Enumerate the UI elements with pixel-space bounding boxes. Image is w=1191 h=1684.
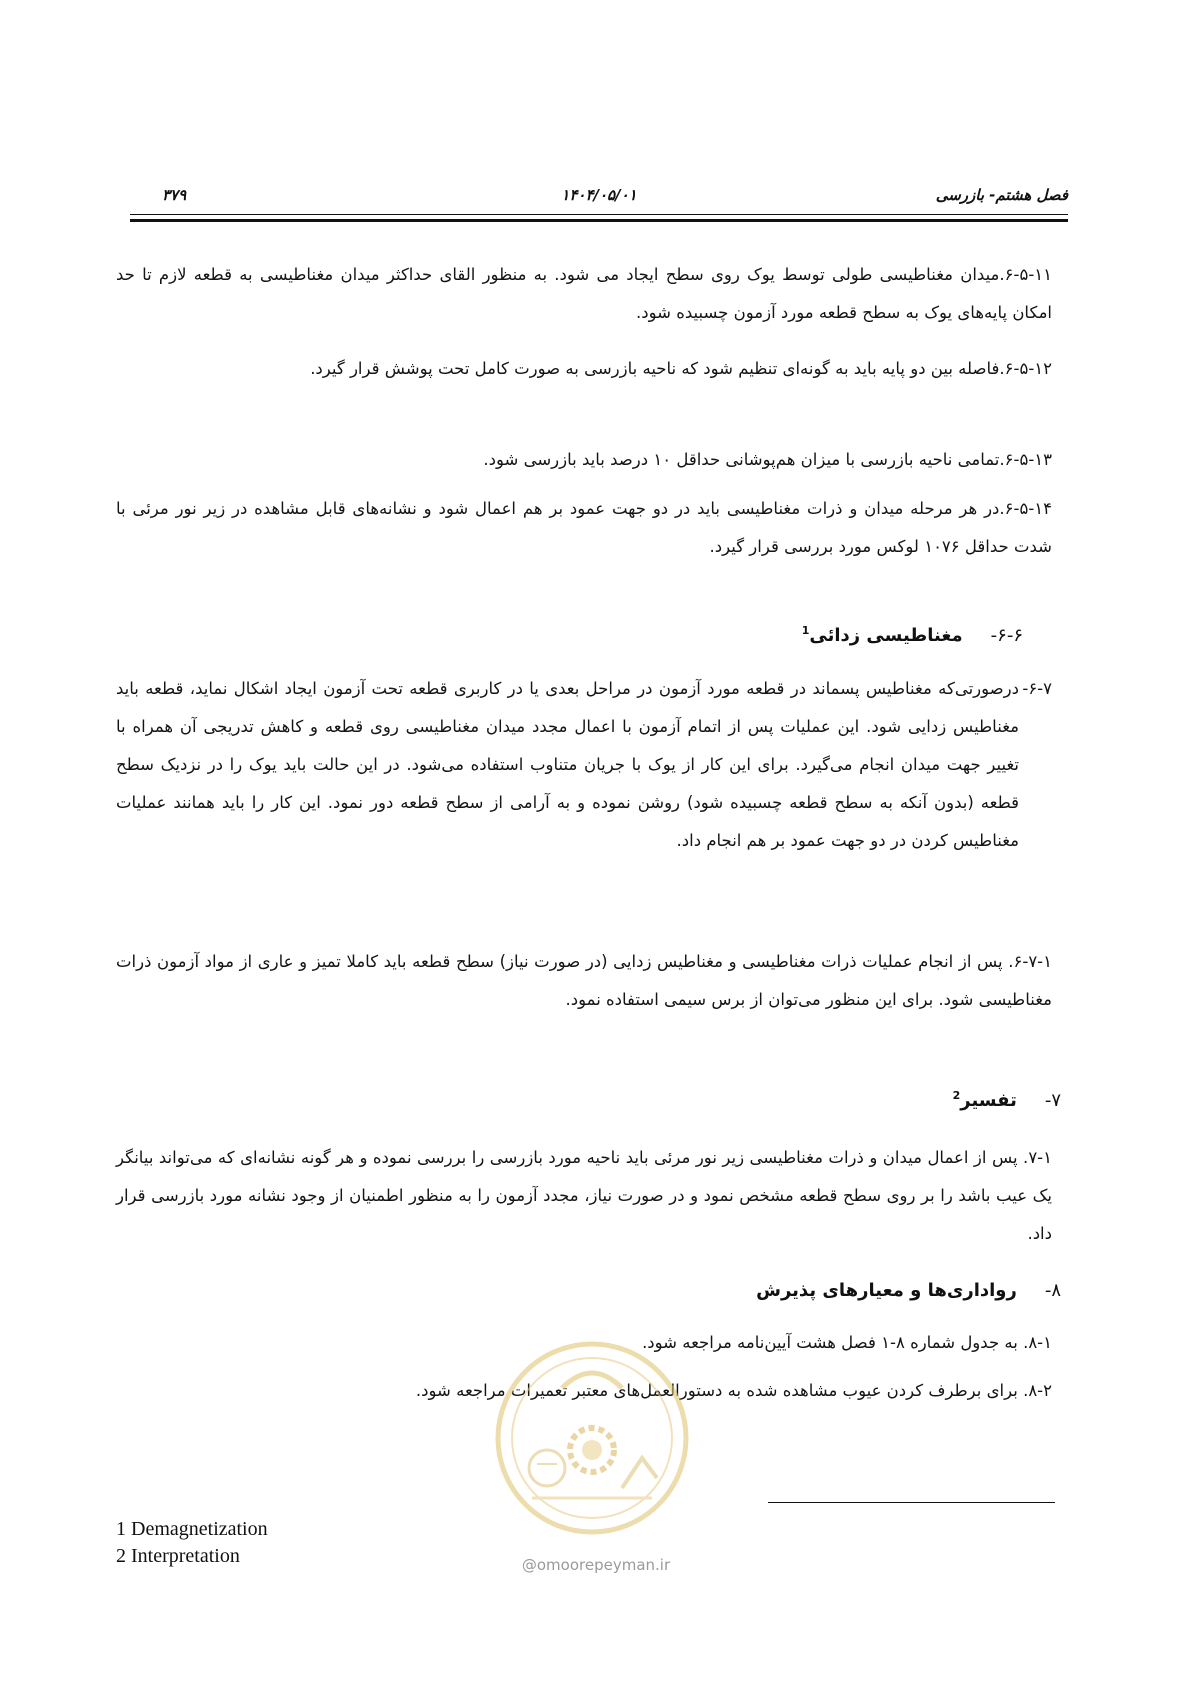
page-number: ۳۷۹ (162, 186, 187, 204)
footnote-2: 2 Interpretation (116, 1545, 240, 1567)
footnote-1: 1 Demagnetization (116, 1518, 268, 1540)
section-heading-acceptance (756, 1280, 1061, 1301)
section-number: ۸- (1044, 1280, 1061, 1301)
section-heading-demagnetization (802, 624, 1023, 646)
header-rule-thick (130, 219, 1068, 222)
paragraph-6-5-14: ۶-۵-۱۴.در هر مرحله میدان و ذرات مغناطیسی باید در دو جهت عمود بر هم اعمال شود و نشانه‌های قابل مشاهده در زیر نور مرئی با شدت حداقل ۱۰۷۶ لوکس مورد بررسی قرار گیرد. (116, 499, 1052, 556)
footnote-ref: 2 (952, 1089, 961, 1102)
watermark-url: @omoorepeyman.ir (521, 1556, 671, 1574)
paragraph-7-1: ۷-۱. پس از اعمال میدان و ذرات مغناطیسی زیر نور مرئی باید ناحیه مورد بازرسی را بررسی نموده و هر گونه نشانه‌ای که می‌تواند بیانگر یک عیب باشد را بر روی سطح قطعه مشخص نمود و در صورت نیاز، مجدد آزمون را به منظور اطمنیان از وجود نشانه مورد بازرسی قرار داد. (116, 1148, 1052, 1243)
section-title: رواداری‌ها و معیارهای پذیرش (756, 1280, 1017, 1301)
section-number: ۷- (1044, 1090, 1061, 1111)
paragraph-6-5-11: ۶-۵-۱۱.میدان مغناطیسی طولی توسط یوک روی سطح ایجاد می شود. به منظور القای حداکثر میدان مغناطیسی به قطعه لازم تا حد امکان پایه‌های یوک به سطح قطعه مورد آزمون چسبیده شود. (116, 265, 1052, 322)
section-title: تفسیر (960, 1090, 1017, 1111)
footnote-ref: 1 (801, 624, 810, 637)
page-header (130, 186, 1068, 208)
paragraph-6-7-1: ۶-۷-۱. پس از انجام عملیات ذرات مغناطیسی و مغناطیس زدایی (در صورت نیاز) سطح قطعه باید کاملا تمیز و عاری از مواد آزمون ذرات مغناطیسی شود. برای این منظور می‌توان از برس سیمی استفاده نمود. (116, 952, 1052, 1009)
header-date: ۱۴۰۴/۰۵/۰۱ (561, 186, 637, 204)
paragraph-6-5-13: ۶-۵-۱۳.تمامی ناحیه بازرسی با میزان هم‌پوشانی حداقل ۱۰ درصد باید بازرسی شود. (483, 450, 1052, 469)
paragraph-8-1: ۸-۱. به جدول شماره ۸-۱ فصل هشت آیین‌نامه مراجعه شود. (642, 1333, 1052, 1352)
footnote-rule (768, 1502, 1055, 1503)
footnotes (116, 1516, 268, 1570)
section-heading-interpretation (953, 1089, 1061, 1111)
paragraph-8-2: ۸-۲. برای برطرف کردن عیوب مشاهده شده به دستورالعمل‌های معتبر تعمیرات مراجعه شود. (415, 1381, 1052, 1400)
header-rule-thin (130, 214, 1068, 215)
paragraph-number: ۶-۷- (1022, 679, 1052, 698)
paragraph-6-5-12: ۶-۵-۱۲.فاصله بین دو پایه باید به گونه‌ای تنظیم شود که ناحیه بازرسی به صورت کامل تحت پوشش قرار گیرد. (310, 359, 1052, 378)
chapter-title: فصل هشتم- بازرسی (935, 186, 1068, 204)
section-number: ۶-۶- (990, 625, 1023, 646)
paragraph-6-7: درصورتی‌که مغناطیس پسماند در قطعه مورد آزمون در مراحل بعدی یا در کاربری قطعه تحت آزمون ایجاد اشکال نماید، قطعه باید مغناطیس زدایی شود. این عملیات پس از اتمام آزمون با اعمال مجدد میدان مغناطیسی روی قطعه و کاهش تدریجی آن همراه با تغییر جهت میدان انجام می‌گیرد. برای این کار از یوک با جریان متناوب استفاده می‌شود. در این حالت باید یوک را در نزدیک سطح قطعه (بدون آنکه به سطح قطعه چسبیده شود) روشن نموده و به آرامی از سطح قطعه دور نمود. این کار را باید همانند عملیات مغناطیس کردن در دو جهت عمود بر هم انجام داد. (116, 679, 1019, 850)
watermark-seal-icon (492, 1338, 692, 1538)
section-title: مغناطیسی زدائی (809, 625, 963, 646)
